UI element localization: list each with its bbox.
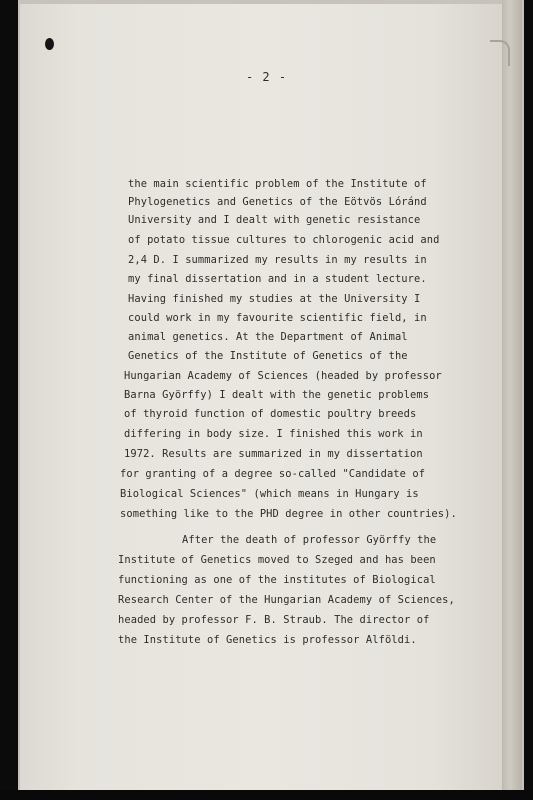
text-line: Biological Sciences" (which means in Hungary is	[120, 488, 419, 500]
scan-bottom-border	[0, 790, 533, 800]
text-line: functioning as one of the institutes of Biological	[118, 574, 436, 586]
text-line: Institute of Genetics moved to Szeged and has been	[118, 554, 436, 566]
text-line: University and I dealt with genetic resistance	[128, 214, 421, 226]
text-line: animal genetics. At the Department of Animal	[128, 331, 408, 343]
text-line: headed by professor F. B. Straub. The director of	[118, 614, 430, 626]
text-line: Having finished my studies at the University I	[128, 293, 421, 305]
text-line: Genetics of the Institute of Genetics of the	[128, 350, 408, 362]
corner-fold	[490, 40, 510, 66]
text-line: my final dissertation and in a student lecture.	[128, 273, 427, 285]
punch-hole	[45, 38, 54, 50]
text-line: Barna Györffy) I dealt with the genetic problems	[124, 389, 430, 401]
text-line: the Institute of Genetics is professor Alföldi.	[118, 634, 417, 646]
text-line: of potato tissue cultures to chlorogenic acid and	[128, 234, 440, 246]
text-line: 1972. Results are summarized in my dissertation	[124, 448, 423, 460]
text-line: the main scientific problem of the Institute of	[128, 178, 427, 190]
text-line: could work in my favourite scientific field, in	[128, 312, 427, 324]
text-line: something like to the PHD degree in other countries).	[120, 508, 457, 520]
text-line: for granting of a degree so-called "Candidate of	[120, 468, 426, 480]
text-line: Hungarian Academy of Sciences (headed by professor	[124, 370, 442, 382]
text-line: Phylogenetics and Genetics of the Eötvös Lóránd	[128, 196, 427, 208]
text-line: differing in body size. I finished this work in	[124, 428, 423, 440]
text-line: After the death of professor Györffy the	[182, 534, 437, 546]
page-number: - 2 -	[245, 70, 288, 84]
text-line: 2,4 D. I summarized my results in my results in	[128, 254, 427, 266]
text-line: of thyroid function of domestic poultry breeds	[124, 408, 417, 420]
paper-stack-edge	[502, 0, 522, 790]
text-line: Research Center of the Hungarian Academy of Sciences,	[118, 594, 455, 606]
